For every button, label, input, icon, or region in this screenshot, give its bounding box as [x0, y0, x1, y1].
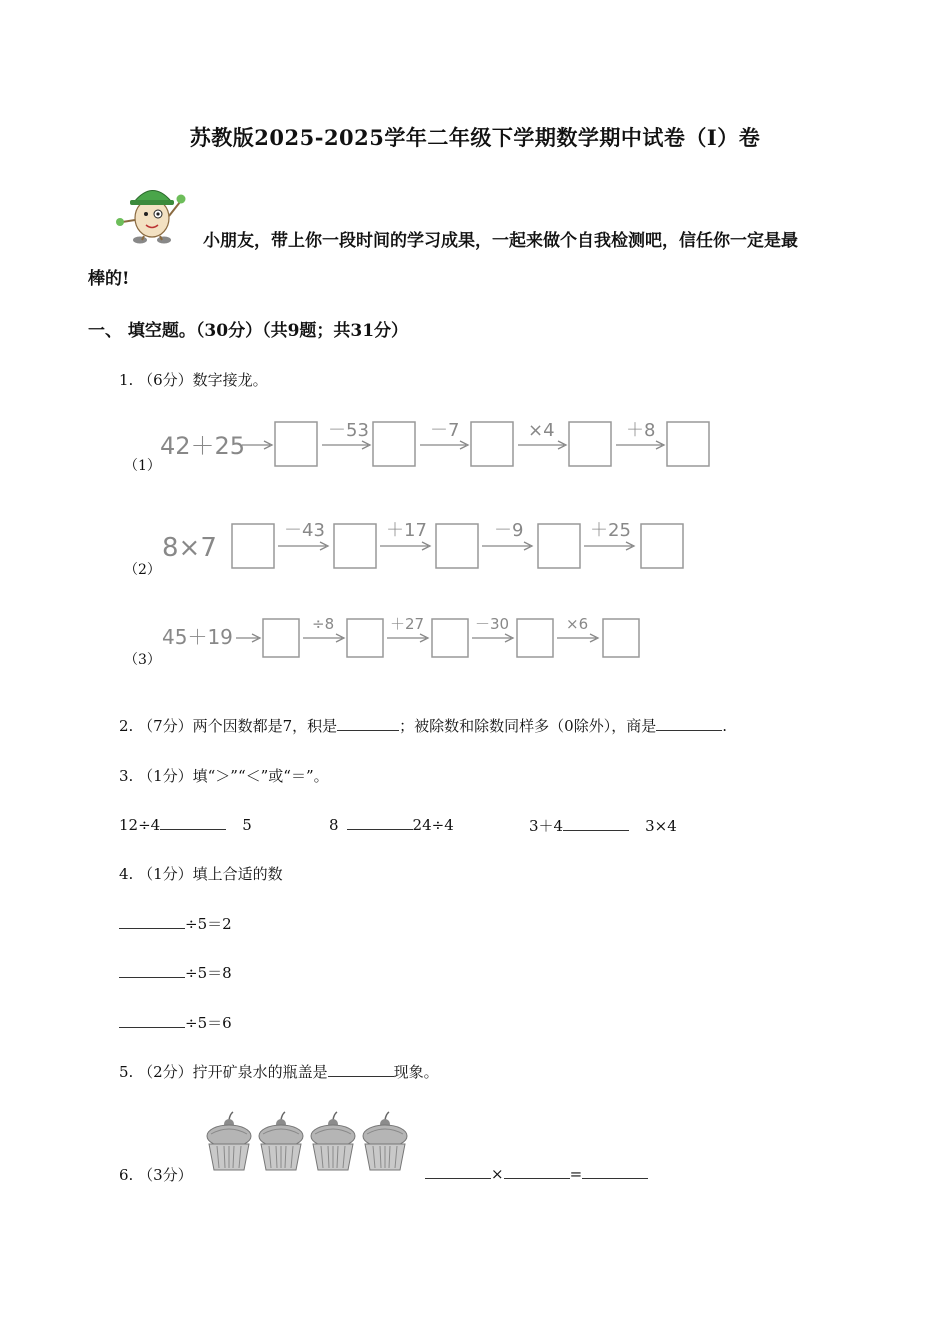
answer-box[interactable]: [569, 422, 611, 466]
equation-text: ÷5＝2: [185, 915, 232, 933]
cupcake-icon: [311, 1112, 355, 1170]
times-sign: ×: [491, 1165, 504, 1183]
fill-line: [119, 1012, 232, 1033]
answer-blank[interactable]: [425, 1164, 491, 1179]
answer-box[interactable]: [275, 422, 317, 466]
section-heading: 一、 填空题。（30分）（共9题；共31分）: [88, 321, 409, 341]
answer-blank[interactable]: [656, 716, 722, 731]
compare-right: 5: [242, 816, 252, 834]
chain-start: 42＋25: [160, 432, 246, 460]
cupcakes-icon: [205, 1110, 417, 1176]
answer-box[interactable]: [432, 619, 468, 657]
chain-start: 45＋19: [162, 625, 233, 649]
chain-op: ＋25: [590, 520, 631, 541]
chain-op: －53: [328, 420, 369, 441]
answer-box[interactable]: [471, 422, 513, 466]
chain-op: ＋17: [386, 520, 427, 541]
q2-suffix: .: [722, 717, 727, 735]
compare-left: 3＋4: [529, 817, 564, 835]
compare-left: 12÷4: [119, 816, 161, 834]
answer-blank[interactable]: [347, 815, 413, 830]
question-5: [119, 1061, 439, 1082]
chain-op: ＋8: [626, 420, 656, 441]
cupcake-icon: [207, 1112, 251, 1170]
question-4: 4. （1分）填上合适的数: [119, 865, 283, 883]
q2-prefix: 2. （7分）两个因数都是7，积是: [119, 717, 338, 735]
answer-box[interactable]: [263, 619, 299, 657]
answer-blank[interactable]: [119, 1013, 185, 1028]
number-chain-3: [160, 610, 650, 664]
answer-blank[interactable]: [328, 1062, 394, 1077]
fill-line: [119, 962, 232, 983]
answer-box[interactable]: [517, 619, 553, 657]
answer-box[interactable]: [641, 524, 683, 568]
question-6: 6. （3分）: [119, 1166, 193, 1184]
equation-text: ÷5＝8: [185, 964, 232, 982]
answer-box[interactable]: [436, 524, 478, 568]
answer-box[interactable]: [232, 524, 274, 568]
q5-prefix: 5. （2分）拧开矿泉水的瓶盖是: [119, 1063, 328, 1081]
chain-start: 8×7: [162, 533, 217, 563]
answer-box[interactable]: [538, 524, 580, 568]
cupcake-icon: [363, 1112, 407, 1170]
answer-box[interactable]: [373, 422, 415, 466]
answer-box[interactable]: [334, 524, 376, 568]
page-title: 苏教版2025-2025学年二年级下学期数学期中试卷（I）卷: [189, 125, 761, 150]
answer-blank[interactable]: [337, 716, 399, 731]
fill-line: [119, 913, 232, 934]
chain-op: ×6: [566, 615, 589, 633]
compare-item-2: [329, 815, 454, 834]
answer-blank[interactable]: [563, 816, 629, 831]
q5-suffix: 现象。: [393, 1063, 439, 1081]
answer-blank[interactable]: [119, 963, 185, 978]
cartoon-boy-icon: [110, 178, 190, 244]
compare-left: 8: [329, 816, 339, 834]
question-1: 1. （6分）数字接龙。: [119, 371, 268, 389]
compare-item-3: [529, 815, 677, 836]
chain-op: －9: [494, 520, 524, 541]
answer-blank[interactable]: [119, 914, 185, 929]
number-chain-2: [160, 512, 700, 574]
part-label-3: （3）: [124, 652, 161, 668]
compare-right: 3×4: [645, 817, 677, 835]
chain-op: ＋27: [390, 615, 425, 633]
equals-sign: =: [569, 1165, 583, 1183]
compare-right: 24÷4: [412, 816, 454, 834]
number-chain-1: [160, 412, 720, 472]
answer-blank[interactable]: [582, 1164, 648, 1179]
part-label-1: （1）: [124, 458, 161, 474]
compare-item-1: [119, 815, 252, 834]
answer-box[interactable]: [667, 422, 709, 466]
chain-op: ÷8: [312, 615, 335, 633]
answer-box[interactable]: [347, 619, 383, 657]
intro-line-2: 棒的!: [88, 269, 130, 289]
q2-mid: ；被除数和除数同样多（0除外），商是: [399, 717, 657, 735]
chain-op: －30: [475, 615, 510, 633]
question-2: [119, 715, 727, 736]
answer-blank[interactable]: [504, 1164, 570, 1179]
equation-text: ÷5＝6: [185, 1014, 232, 1032]
question-3: 3. （1分）填“＞”“＜”或“＝”。: [119, 767, 329, 785]
cupcake-icon: [259, 1112, 303, 1170]
part-label-2: （2）: [124, 562, 161, 578]
q6-equation: [425, 1164, 648, 1183]
chain-op: ×4: [528, 420, 555, 441]
answer-blank[interactable]: [160, 815, 226, 830]
answer-box[interactable]: [603, 619, 639, 657]
chain-op: －43: [284, 520, 325, 541]
chain-op: －7: [430, 420, 460, 441]
intro-line-1: 小朋友，带上你一段时间的学习成果，一起来做个自我检测吧，信任你一定是最: [203, 231, 798, 251]
